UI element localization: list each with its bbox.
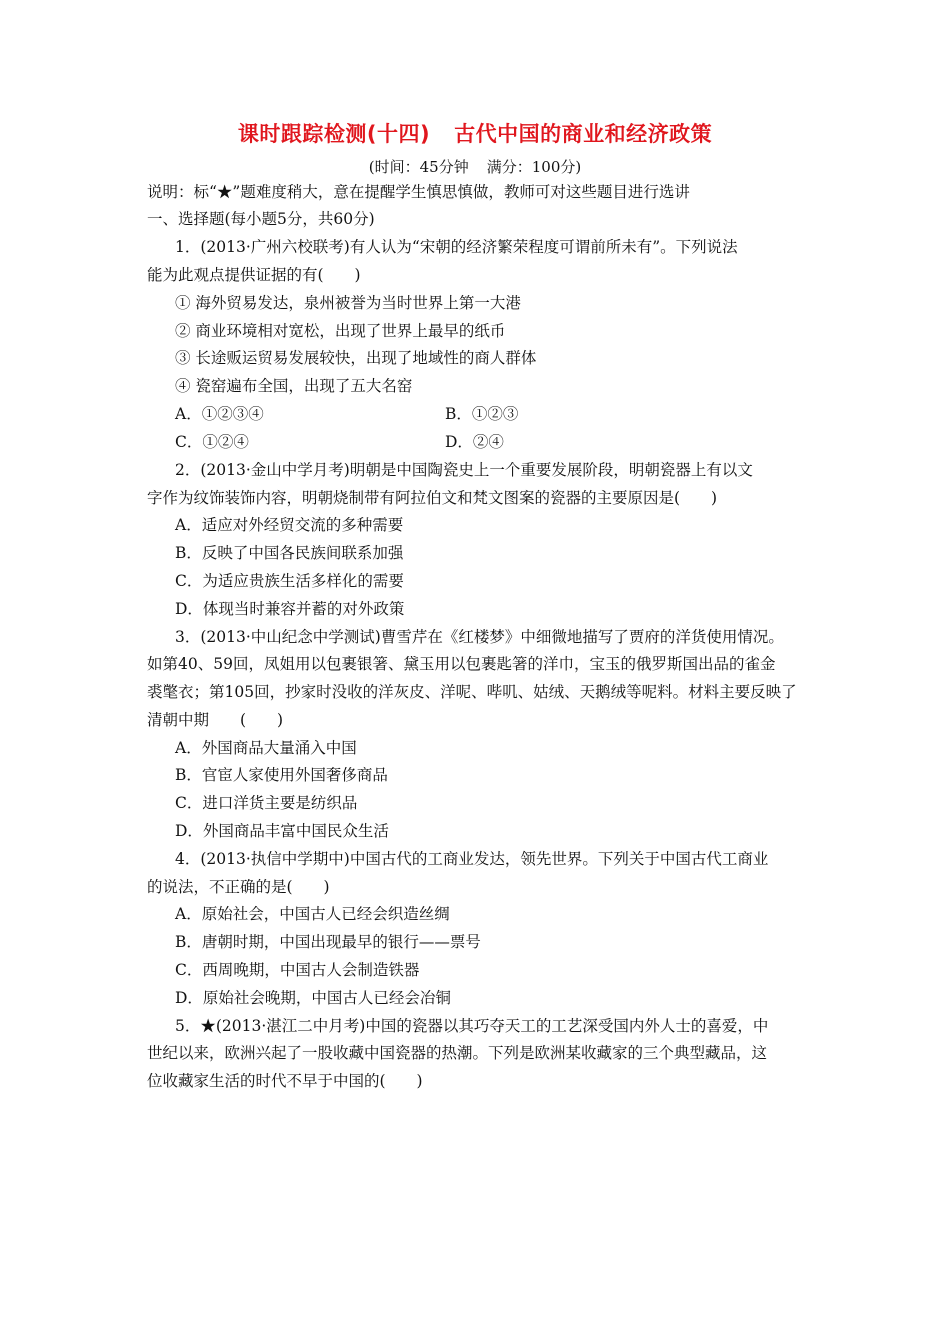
time-limit: (时间：45分钟: [368, 158, 469, 176]
exam-info: [0, 156, 950, 177]
q1-item-1: ① 海外贸易发达，泉州被誉为当时世界上第一大港: [175, 294, 521, 312]
q5-stem-line-3: 位收藏家生活的时代不早于中国的( ): [147, 1072, 423, 1090]
q1-item-4: ④ 瓷窑遍布全国，出现了五大名窑: [175, 377, 413, 395]
q3-stem-line-1: 3．(2013·中山纪念中学测试)曹雪芹在《红楼梦》中细微地描写了贾府的洋货使用情况。: [175, 628, 784, 646]
q1-option-c: C．①②④: [175, 433, 249, 451]
q3-stem-line-4: 清朝中期 ( ): [147, 711, 284, 729]
q1-option-b: B．①②③: [445, 405, 519, 423]
note-text: 说明：标“★”题难度稍大，意在提醒学生慎思慎做，教师可对这些题目进行选讲: [147, 183, 690, 201]
q4-stem-line-1: 4．(2013·执信中学期中)中国古代的工商业发达，领先世界。下列关于中国古代工商业: [175, 850, 769, 868]
q2-option-d: D．体现当时兼容并蓄的对外政策: [175, 600, 405, 618]
q3-option-a: A．外国商品大量涌入中国: [175, 739, 357, 757]
q4-stem-line-2: 的说法，不正确的是( ): [147, 878, 330, 896]
q3-stem-line-2: 如第40、59回，凤姐用以包裹银箸、黛玉用以包裹匙箸的洋巾，宝玉的俄罗斯国出品的雀金: [147, 655, 776, 673]
q1-option-a: A．①②③④: [175, 405, 264, 423]
q1-stem-line-2: 能为此观点提供证据的有( ): [147, 266, 361, 284]
q2-option-b: B．反映了中国各民族间联系加强: [175, 544, 404, 562]
q5-stem-line-2: 世纪以来，欧洲兴起了一股收藏中国瓷器的热潮。下列是欧洲某收藏家的三个典型藏品，这: [147, 1044, 768, 1062]
title-part-1: 课时跟踪检测(十四): [237, 122, 431, 146]
q3-option-b: B．官宦人家使用外国奢侈商品: [175, 766, 388, 784]
title-part-2: 古代中国的商业和经济政策: [454, 122, 713, 146]
page-title: [0, 118, 950, 148]
q1-item-2: ② 商业环境相对宽松，出现了世界上最早的纸币: [175, 322, 506, 340]
q1-option-d: D．②④: [445, 433, 504, 451]
q1-stem-line-1: 1．(2013·广州六校联考)有人认为“宋朝的经济繁荣程度可谓前所未有”。下列说法: [175, 238, 738, 256]
q2-option-c: C．为适应贵族生活多样化的需要: [175, 572, 404, 590]
q4-option-d: D．原始社会晚期，中国古人已经会冶铜: [175, 989, 451, 1007]
q3-stem-line-3: 裘氅衣；第105回，抄家时没收的洋灰皮、洋呢、哔叽、姑绒、天鹅绒等呢料。材料主要反映了: [147, 683, 797, 701]
q4-option-b: B．唐朝时期，中国出现最早的银行——票号: [175, 933, 481, 951]
full-score: 满分：100分): [486, 158, 582, 176]
q2-option-a: A．适应对外经贸交流的多种需要: [175, 516, 404, 534]
q1-item-3: ③ 长途贩运贸易发展较快，出现了地域性的商人群体: [175, 349, 537, 367]
q3-option-d: D．外国商品丰富中国民众生活: [175, 822, 389, 840]
q2-stem-line-2: 字作为纹饰装饰内容，明朝烧制带有阿拉伯文和梵文图案的瓷器的主要原因是( ): [147, 489, 718, 507]
q3-option-c: C．进口洋货主要是纺织品: [175, 794, 358, 812]
q5-stem-line-1: 5．★(2013·湛江二中月考)中国的瓷器以其巧夺天工的工艺深受国内外人士的喜爱，中: [175, 1017, 769, 1035]
q4-option-a: A．原始社会，中国古人已经会织造丝绸: [175, 905, 450, 923]
q4-option-c: C．西周晚期，中国古人会制造铁器: [175, 961, 420, 979]
q2-stem-line-1: 2．(2013·金山中学月考)明朝是中国陶瓷史上一个重要发展阶段，明朝瓷器上有以文: [175, 461, 753, 479]
section-heading: 一、选择题(每小题5分，共60分): [147, 210, 375, 228]
